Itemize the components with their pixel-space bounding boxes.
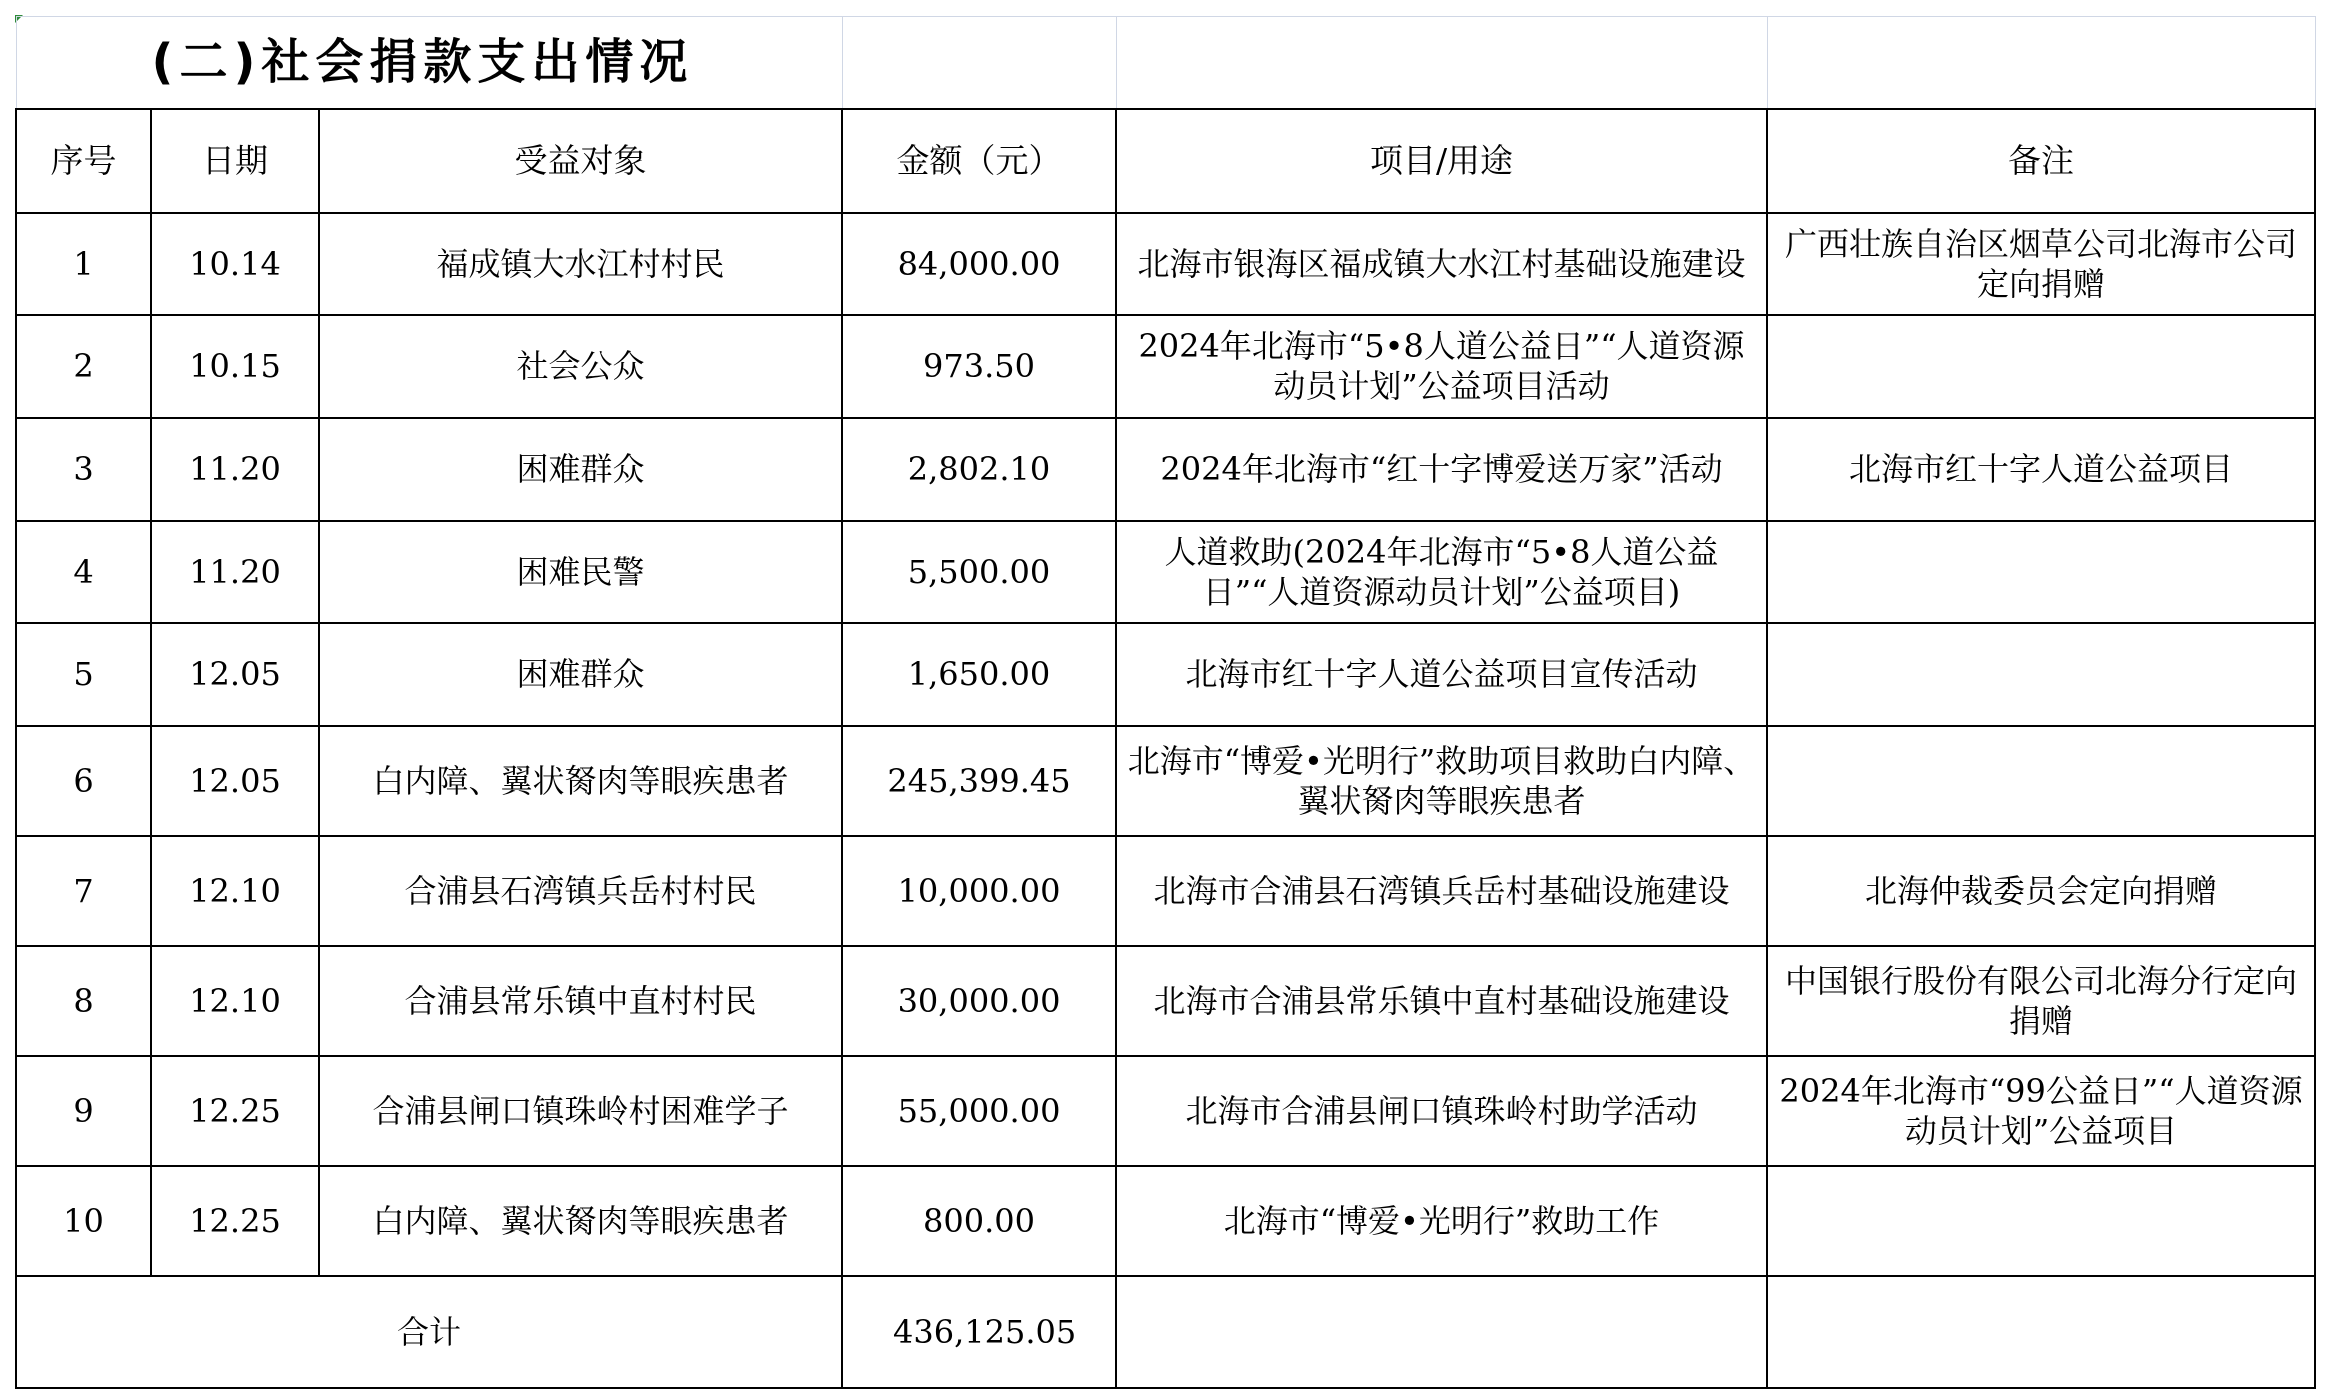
cell-seq: 10 <box>16 1166 151 1276</box>
cell-remark: 中国银行股份有限公司北海分行定向捐赠 <box>1767 946 2315 1056</box>
cell-project: 2024年北海市“5•8人道公益日”“人道资源动员计划”公益项目活动 <box>1116 315 1767 418</box>
cell-date: 10.14 <box>151 213 319 315</box>
table-row <box>16 521 2315 623</box>
cell-remark <box>1767 315 2315 418</box>
table-row <box>16 946 2315 1056</box>
cell-beneficiary: 白内障、翼状胬肉等眼疾患者 <box>319 1166 842 1276</box>
cell-date: 11.20 <box>151 418 319 521</box>
header-project: 项目/用途 <box>1116 109 1767 213</box>
cell-date: 12.10 <box>151 946 319 1056</box>
cell-seq: 4 <box>16 521 151 623</box>
cell-remark: 北海仲裁委员会定向捐赠 <box>1767 836 2315 946</box>
cell-remark <box>1767 1166 2315 1276</box>
cell-date: 12.05 <box>151 726 319 836</box>
cell-remark <box>1767 726 2315 836</box>
cell-beneficiary: 合浦县常乐镇中直村村民 <box>319 946 842 1056</box>
cell-date: 10.15 <box>151 315 319 418</box>
header-seq: 序号 <box>16 109 151 213</box>
table-row <box>16 213 2315 315</box>
sheet-title: (二)社会捐款支出情况 <box>16 17 842 109</box>
cell-remark: 广西壮族自治区烟草公司北海市公司定向捐赠 <box>1767 213 2315 315</box>
cell-remark: 北海市红十字人道公益项目 <box>1767 418 2315 521</box>
header-beneficiary: 受益对象 <box>319 109 842 213</box>
cell-remark <box>1767 623 2315 726</box>
cell-date: 11.20 <box>151 521 319 623</box>
total-row <box>16 1276 2315 1388</box>
table-row <box>16 836 2315 946</box>
cell-remark: 2024年北海市“99公益日”“人道资源动员计划”公益项目 <box>1767 1056 2315 1166</box>
title-row <box>16 17 2315 109</box>
cell-seq: 8 <box>16 946 151 1056</box>
cell-project: 北海市合浦县常乐镇中直村基础设施建设 <box>1116 946 1767 1056</box>
cell-project: 北海市红十字人道公益项目宣传活动 <box>1116 623 1767 726</box>
cell-amount: 1,650.00 <box>842 623 1116 726</box>
cell-seq: 9 <box>16 1056 151 1166</box>
cell-seq: 3 <box>16 418 151 521</box>
cell-amount: 245,399.45 <box>842 726 1116 836</box>
cell-project: 北海市银海区福成镇大水江村基础设施建设 <box>1116 213 1767 315</box>
header-date: 日期 <box>151 109 319 213</box>
table-row <box>16 1166 2315 1276</box>
cell-seq: 5 <box>16 623 151 726</box>
cell-amount: 973.50 <box>842 315 1116 418</box>
cell-beneficiary: 困难群众 <box>319 623 842 726</box>
cell-project: 北海市合浦县石湾镇兵岳村基础设施建设 <box>1116 836 1767 946</box>
title-empty-cell <box>1767 17 2315 109</box>
table-row <box>16 418 2315 521</box>
header-row <box>16 109 2315 213</box>
table-row <box>16 726 2315 836</box>
total-empty-cell <box>1767 1276 2315 1388</box>
cell-amount: 10,000.00 <box>842 836 1116 946</box>
cell-date: 12.25 <box>151 1166 319 1276</box>
total-label: 合计 <box>16 1276 842 1388</box>
title-empty-cell <box>1116 17 1767 109</box>
cell-project: 2024年北海市“红十字博爱送万家”活动 <box>1116 418 1767 521</box>
cell-amount: 84,000.00 <box>842 213 1116 315</box>
table-row <box>16 623 2315 726</box>
cell-date: 12.10 <box>151 836 319 946</box>
cell-amount: 30,000.00 <box>842 946 1116 1056</box>
cell-project: 北海市“博爱•光明行”救助工作 <box>1116 1166 1767 1276</box>
total-empty-cell <box>1116 1276 1767 1388</box>
cell-beneficiary: 困难民警 <box>319 521 842 623</box>
cell-project: 北海市合浦县闸口镇珠岭村助学活动 <box>1116 1056 1767 1166</box>
cell-beneficiary: 合浦县石湾镇兵岳村村民 <box>319 836 842 946</box>
cell-amount: 5,500.00 <box>842 521 1116 623</box>
cell-project: 北海市“博爱•光明行”救助项目救助白内障、翼状胬肉等眼疾患者 <box>1116 726 1767 836</box>
cell-amount: 800.00 <box>842 1166 1116 1276</box>
donation-expenditure-table <box>15 16 2316 1389</box>
cell-amount: 55,000.00 <box>842 1056 1116 1166</box>
header-amount: 金额（元） <box>842 109 1116 213</box>
cell-seq: 6 <box>16 726 151 836</box>
header-remark: 备注 <box>1767 109 2315 213</box>
cell-date: 12.25 <box>151 1056 319 1166</box>
total-amount: 436,125.05 <box>842 1276 1116 1388</box>
table-row <box>16 1056 2315 1166</box>
cell-remark <box>1767 521 2315 623</box>
cell-beneficiary: 白内障、翼状胬肉等眼疾患者 <box>319 726 842 836</box>
title-empty-cell <box>842 17 1116 109</box>
cell-beneficiary: 社会公众 <box>319 315 842 418</box>
table-row <box>16 315 2315 418</box>
cell-beneficiary: 困难群众 <box>319 418 842 521</box>
cell-date: 12.05 <box>151 623 319 726</box>
cell-seq: 7 <box>16 836 151 946</box>
cell-project: 人道救助(2024年北海市“5•8人道公益日”“人道资源动员计划”公益项目) <box>1116 521 1767 623</box>
cell-beneficiary: 合浦县闸口镇珠岭村困难学子 <box>319 1056 842 1166</box>
cell-beneficiary: 福成镇大水江村村民 <box>319 213 842 315</box>
cell-seq: 1 <box>16 213 151 315</box>
cell-amount: 2,802.10 <box>842 418 1116 521</box>
cell-seq: 2 <box>16 315 151 418</box>
